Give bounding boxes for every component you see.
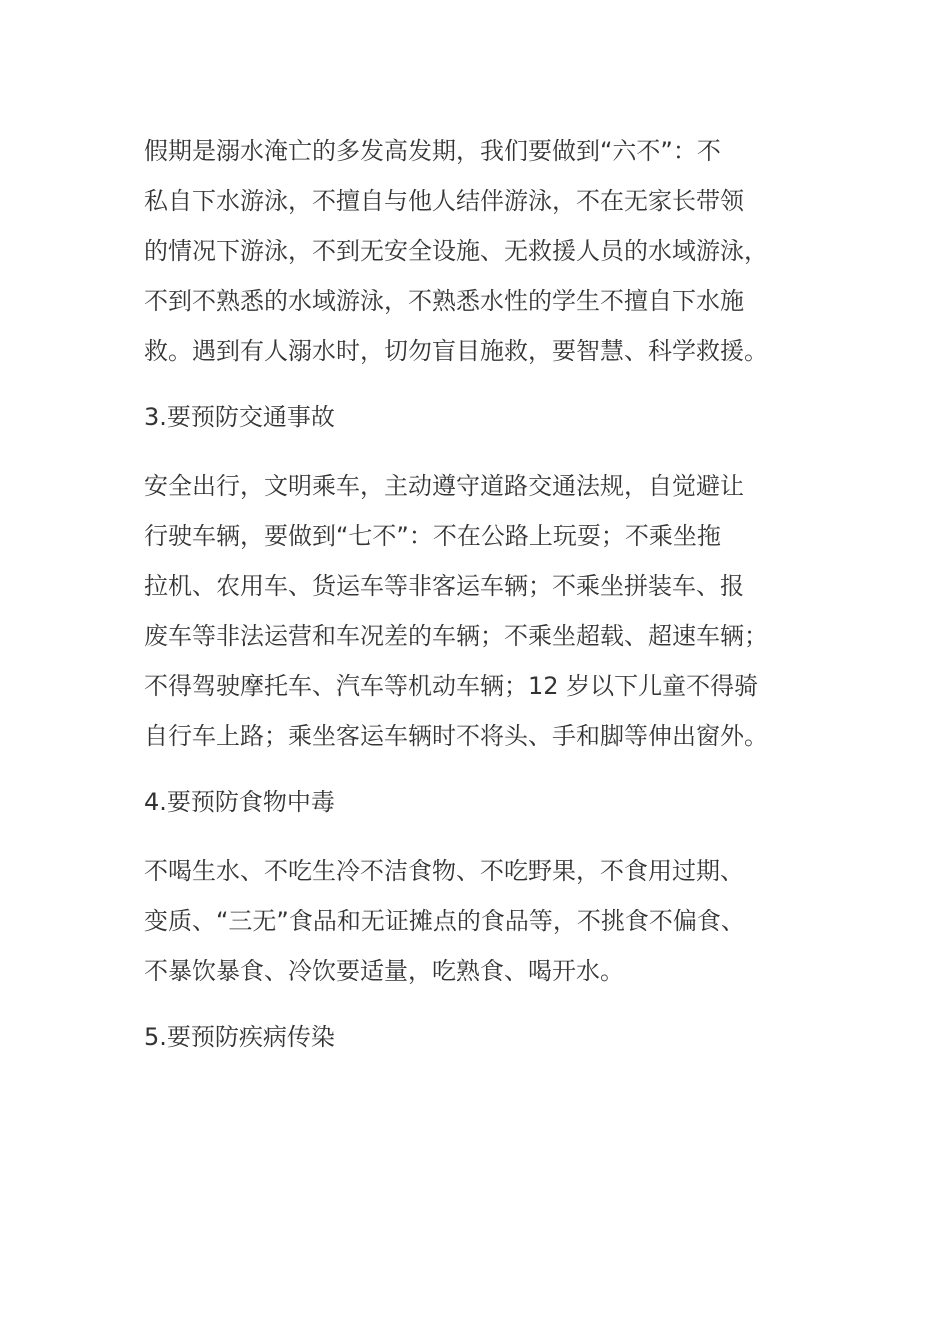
- heading-text: 4.要预防食物中毒: [144, 788, 335, 816]
- section-heading-traffic: [144, 392, 809, 442]
- paragraph-line: 的情况下游泳，不到无安全设施、无救援人员的水域游泳，: [144, 237, 768, 265]
- paragraph-line: 不得驾驶摩托车、汽车等机动车辆；12 岁以下儿童不得骑: [144, 672, 759, 700]
- paragraph-line: 私自下水游泳，不擅自与他人结伴游泳，不在无家长带领: [144, 187, 744, 215]
- paragraph-line: 不喝生水、不吃生冷不洁食物、不吃野果，不食用过期、: [144, 857, 744, 885]
- heading-text: 3.要预防交通事故: [144, 403, 335, 431]
- paragraph-line: 自行车上路；乘坐客运车辆时不将头、手和脚等伸出窗外。: [144, 722, 768, 750]
- section-heading-food: [144, 777, 809, 827]
- paragraph-line: 不到不熟悉的水域游泳，不熟悉水性的学生不擅自下水施: [144, 287, 744, 315]
- paragraph-line: 安全出行，文明乘车，主动遵守道路交通法规，自觉避让: [144, 472, 744, 500]
- paragraph-line: 假期是溺水淹亡的多发高发期，我们要做到“六不”：不: [144, 137, 721, 165]
- paragraph-line: 拉机、农用车、货运车等非客运车辆；不乘坐拼装车、报: [144, 572, 744, 600]
- paragraph-food-safety: [144, 846, 809, 996]
- paragraph-line: 废车等非法运营和车况差的车辆；不乘坐超载、超速车辆；: [144, 622, 768, 650]
- heading-text: 5.要预防疾病传染: [144, 1023, 335, 1051]
- paragraph-line: 变质、“三无”食品和无证摊点的食品等，不挑食不偏食、: [144, 907, 745, 935]
- paragraph-line: 行驶车辆，要做到“七不”：不在公路上玩耍；不乘坐拖: [144, 522, 721, 550]
- paragraph-line: 不暴饮暴食、冷饮要适量，吃熟食、喝开水。: [144, 957, 624, 985]
- paragraph-line: 救。遇到有人溺水时，切勿盲目施救，要智慧、科学救援。: [144, 337, 768, 365]
- paragraph-traffic-safety: [144, 461, 809, 761]
- section-heading-disease: [144, 1012, 809, 1062]
- paragraph-drowning-prevention: [144, 126, 809, 376]
